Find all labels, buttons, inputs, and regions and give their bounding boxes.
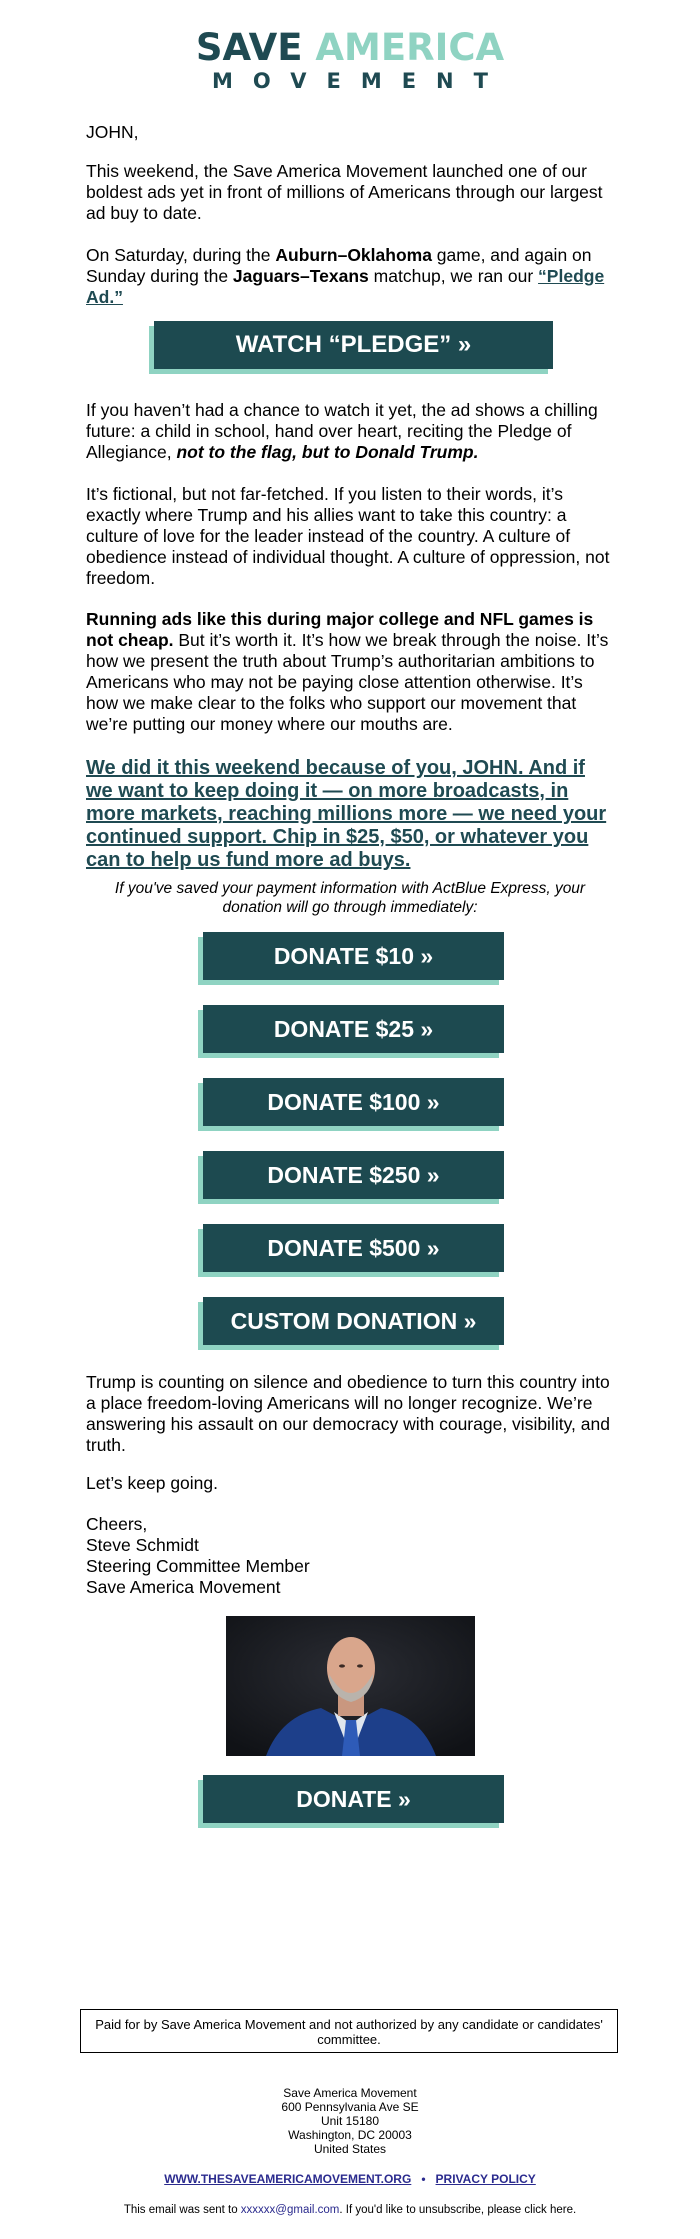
signer-name: Steve Schmidt: [86, 1535, 199, 1555]
address-country: United States: [313, 2142, 387, 2156]
greeting: JOHN,: [86, 122, 139, 142]
recipient-email: xxxxxx@gmail.com: [240, 2204, 340, 2216]
footer-separator: •: [421, 2172, 426, 2186]
donate-25-button[interactable]: DONATE $25 »: [203, 1005, 504, 1053]
appeal-link[interactable]: We did it this weekend because of you, JOHN. And if we want to keep doing it — on more broadcasts, in more markets, reaching millions more — we need your continued support. Chip in $25, $50, or whatever you can to help us fund more ad buys.: [86, 757, 607, 871]
signer-photo: [226, 1616, 475, 1756]
address-street: 600 Pennsylvania Ave SE: [281, 2100, 419, 2114]
paragraph-ad-schedule: On Saturday, during the Auburn–Oklahoma game, and again on Sunday during the Jaguars–Texans matchup, we ran our “Pledge Ad.”: [86, 245, 605, 307]
brand-logo: [0, 28, 700, 94]
logo-america: AMERICA: [315, 26, 505, 69]
address-city: Washington, DC 20003: [288, 2128, 412, 2142]
address-unit: Unit 15180: [320, 2114, 380, 2128]
signer-org: Save America Movement: [86, 1577, 281, 1597]
footer-links: [0, 2172, 700, 2186]
paid-for-disclaimer: Paid for by Save America Movement and not authorized by any candidate or candidates' committee.: [80, 2009, 618, 2053]
signature-block: [86, 1514, 616, 1598]
donate-100-button[interactable]: DONATE $100 »: [203, 1078, 504, 1126]
signoff-line: Cheers,: [86, 1514, 148, 1534]
signer-title: Steering Committee Member: [86, 1556, 310, 1576]
paragraph-closing: Trump is counting on silence and obedience to turn this country into a place freedom-loving Americans will no longer recognize. We’re answering his assault on our democracy with courage, visibility, and truth.: [86, 1372, 610, 1455]
watch-pledge-button[interactable]: WATCH “PLEDGE” »: [154, 321, 553, 369]
paragraph-ad-description: If you haven’t had a chance to watch it yet, the ad shows a chilling future: a child in school, hand over heart, reciting the Pledge of Allegiance, not to the flag, but to Donald Trump.: [86, 400, 598, 462]
donate-250-button[interactable]: DONATE $250 »: [203, 1151, 504, 1199]
pledge-ad-link[interactable]: “Pledge Ad.”: [86, 266, 605, 307]
logo-movement: MOVEMENT: [212, 69, 508, 93]
donate-10-button[interactable]: DONATE $10 »: [203, 932, 504, 980]
unsubscribe-line: This email was sent to xxxxxx@gmail.com. If you'd like to unsubscribe, please click here.: [123, 2204, 577, 2216]
paragraph-fictional: It’s fictional, but not far-fetched. If you listen to their words, it’s exactly where Trump and his allies want to take this country: a culture of love for the leader instead of the country. A culture of obedience instead of individual thought. A culture of oppression, not freedom.: [86, 484, 610, 588]
address-org: Save America Movement: [283, 2086, 417, 2100]
actblue-note: If you've saved your payment information with ActBlue Express, your donation will go through immediately:: [114, 880, 586, 916]
custom-donation-button[interactable]: CUSTOM DONATION »: [203, 1297, 504, 1345]
paragraph-keep-going: Let’s keep going.: [86, 1473, 219, 1493]
donate-500-button[interactable]: DONATE $500 »: [203, 1224, 504, 1272]
unsubscribe-link[interactable]: . If you'd like to unsubscribe, please click here.: [339, 2204, 577, 2216]
website-link[interactable]: WWW.THESAVEAMERICAMOVEMENT.ORG: [164, 2172, 412, 2186]
final-donate-button[interactable]: DONATE »: [203, 1775, 504, 1823]
paragraph-cost: Running ads like this during major college and NFL games is not cheap. But it’s worth it. It’s how we break through the noise. It’s how we present the truth about Trump’s authoritarian ambitions to Americans who may not be paying close attention otherwise. It’s how we make clear to the folks who support our movement that we’re putting our money where our mouths are.: [86, 609, 609, 734]
privacy-policy-link[interactable]: PRIVACY POLICY: [435, 2172, 536, 2186]
mailing-address: [0, 2086, 700, 2156]
logo-save: SAVE: [195, 26, 303, 69]
paragraph-intro: This weekend, the Save America Movement launched one of our boldest ads yet in front of millions of Americans through our largest ad buy to date.: [86, 161, 603, 223]
